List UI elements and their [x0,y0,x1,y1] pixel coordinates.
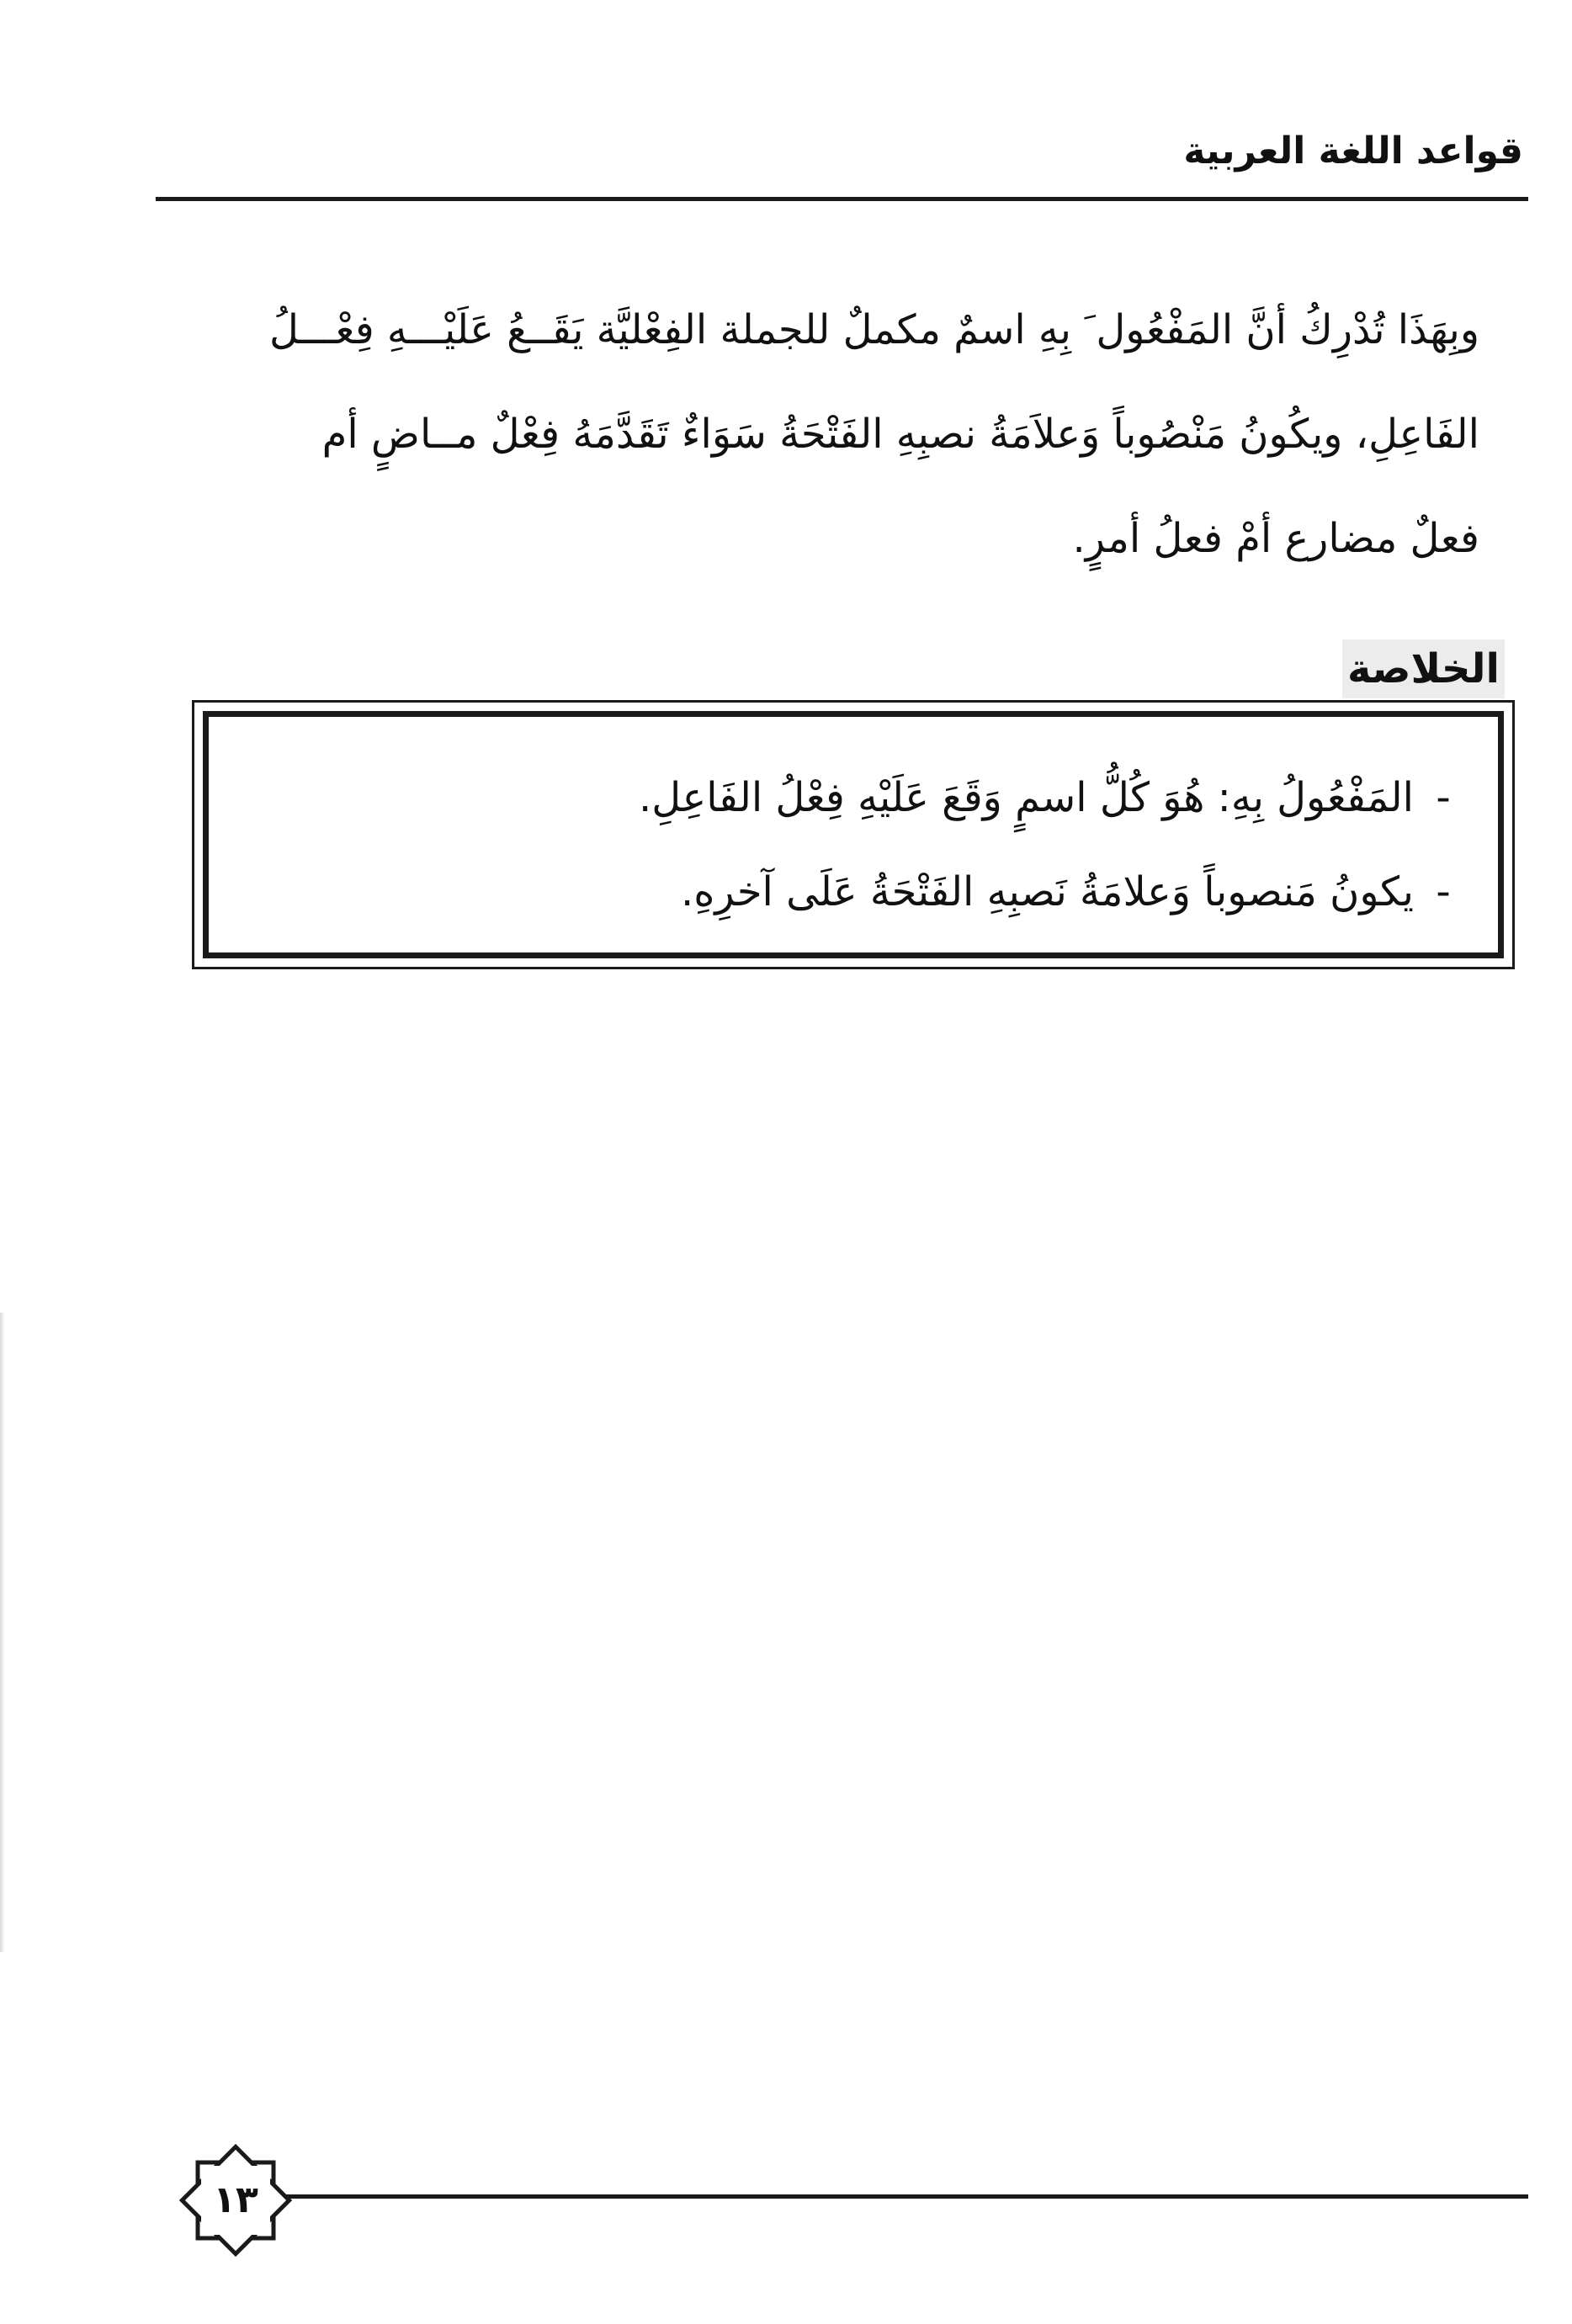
page-number: ١٣ [213,2178,258,2221]
summary-list [234,751,1473,939]
summary-box [192,700,1515,969]
list-dash: - [1436,774,1451,821]
summary-box-inner-frame [203,711,1504,958]
summary-item-text: المَفْعُولُ بِهِ: هُوَ كُلُّ اسمٍ وَقَعَ عَلَيْهِ فِعْلُ الفَاعِلِ. [639,774,1414,821]
summary-list-item [234,751,1473,845]
body-line: فعلٌ مضارع أمْ فعلُ أمرٍ. [1072,515,1479,562]
header-rule [156,197,1528,201]
body-line: وبِهَذَا تُدْرِكُ أنَّ المَفْعُول َ بِهِ اسمٌ مكملٌ للجملة الفِعْليَّة يَقَــعُ عَلَيْـــهِ فِعْـــلُ [269,306,1479,353]
scan-edge-shadow [0,1313,5,1952]
body-line: الفَاعِلِ، ويكُونُ مَنْصُوباً وَعلاَمَةُ نصبِهِ الفَتْحَةُ سَوَاءٌ تَقَدَّمَهُ فِعْلٌ مــاضٍ أم [321,411,1479,458]
page-number-badge [173,2137,299,2263]
body-paragraph [160,278,1479,591]
summary-heading: الخلاصة [1342,639,1505,698]
running-header-title: قواعد اللغة العربية [1183,130,1523,172]
list-dash: - [1436,868,1451,915]
summary-item-text: يكونُ مَنصوباً وَعلامَةُ نَصبِهِ الفَتْحَةُ عَلَى آخرِهِ. [680,868,1414,915]
footer-rule [278,2194,1528,2199]
summary-list-item [234,845,1473,939]
